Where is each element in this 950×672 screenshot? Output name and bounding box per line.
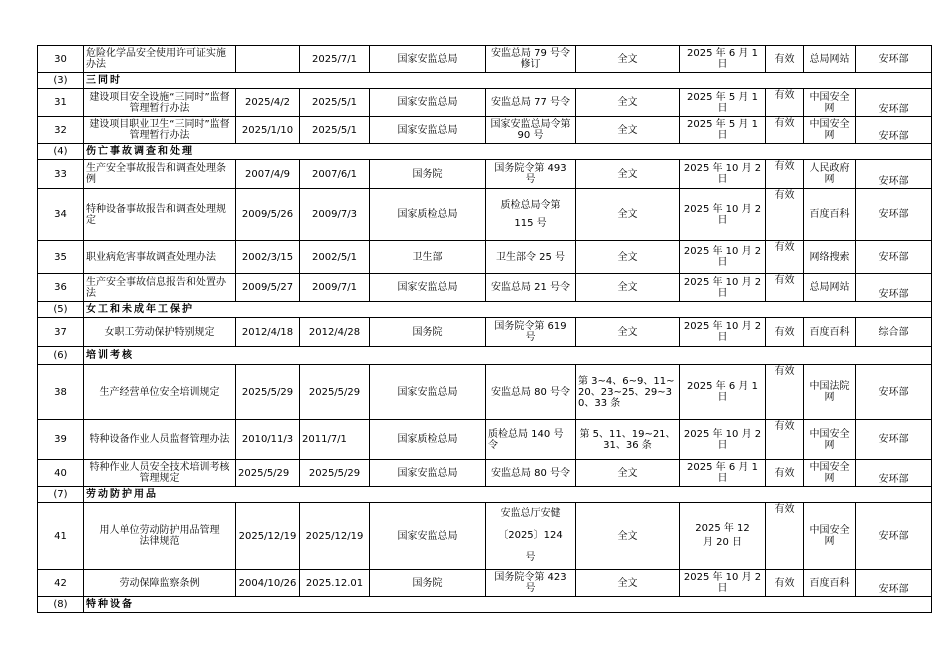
section-row [38, 144, 932, 160]
regulation-name: 女职工劳动保护特别规定 [84, 318, 236, 347]
department: 安环部 [856, 46, 932, 73]
document-number: 国务院令第 619 号 [486, 318, 576, 347]
effective-date: 2025/5/1 [300, 117, 370, 144]
document-number: 安监总局 80 号令 [486, 365, 576, 420]
validity-status: 有效 [766, 274, 804, 302]
applicable-scope: 全文 [576, 189, 680, 241]
applicable-scope: 第 3~4、6~9、11~20、23~25、29~30、33 条 [576, 365, 680, 420]
table-row [38, 420, 932, 460]
department: 安环部 [856, 117, 932, 144]
source: 中国安全网 [804, 117, 856, 144]
effective-date: 2025/7/1 [300, 46, 370, 73]
regulation-name: 用人单位劳动防护用品管理法律规范 [84, 503, 236, 570]
review-date: 2025 年 10 月 2 日 [680, 160, 766, 189]
row-number: 31 [38, 89, 84, 117]
section-row [38, 73, 932, 89]
issue-date: 2002/3/15 [236, 241, 300, 274]
row-number: 34 [38, 189, 84, 241]
source: 网络搜索 [804, 241, 856, 274]
issuing-authority: 国家安监总局 [370, 274, 486, 302]
issue-date: 2012/4/18 [236, 318, 300, 347]
regulation-name: 生产安全事故报告和调查处理条例 [84, 160, 236, 189]
department: 安环部 [856, 189, 932, 241]
applicable-scope: 全文 [576, 460, 680, 487]
issue-date: 2009/5/26 [236, 189, 300, 241]
department: 安环部 [856, 241, 932, 274]
section-row [38, 597, 932, 613]
table-row [38, 570, 932, 597]
review-date: 2025 年 6 月 1 日 [680, 46, 766, 73]
section-title: 女工和未成年工保护 [84, 302, 932, 318]
effective-date: 2025.12.01 [300, 570, 370, 597]
review-date: 2025 年 10 月 2 日 [680, 274, 766, 302]
regulations-table [37, 45, 932, 613]
row-number: 36 [38, 274, 84, 302]
row-number: 38 [38, 365, 84, 420]
effective-date: 2009/7/3 [300, 189, 370, 241]
issue-date: 2010/11/3 [236, 420, 300, 460]
table-row [38, 89, 932, 117]
document-number: 质检总局 140 号令 [486, 420, 576, 460]
validity-status: 有效 [766, 117, 804, 144]
document-number: 国务院令第 423 号 [486, 570, 576, 597]
section-title: 特种设备 [84, 597, 932, 613]
document-number: 安监总局 77 号令 [486, 89, 576, 117]
effective-date: 2025/5/29 [300, 365, 370, 420]
section-number: (6) [38, 347, 84, 365]
regulation-name: 特种设备作业人员监督管理办法 [84, 420, 236, 460]
table-row [38, 503, 932, 570]
table-row [38, 160, 932, 189]
effective-date: 2025/5/1 [300, 89, 370, 117]
applicable-scope: 全文 [576, 570, 680, 597]
source: 总局网站 [804, 46, 856, 73]
document-number: 质检总局令第 115 号 [486, 189, 576, 241]
applicable-scope: 第 5、11、19~21、31、36 条 [576, 420, 680, 460]
table-row [38, 365, 932, 420]
applicable-scope: 全文 [576, 318, 680, 347]
source: 中国安全网 [804, 420, 856, 460]
issuing-authority: 国家安监总局 [370, 503, 486, 570]
validity-status: 有效 [766, 160, 804, 189]
review-date: 2025 年 10 月 2 日 [680, 241, 766, 274]
source: 中国安全网 [804, 89, 856, 117]
table-row [38, 46, 932, 73]
section-title: 培训考核 [84, 347, 932, 365]
applicable-scope: 全文 [576, 241, 680, 274]
issuing-authority: 国家安监总局 [370, 46, 486, 73]
regulation-name: 危险化学品安全使用许可证实施办法 [84, 46, 236, 73]
row-number: 39 [38, 420, 84, 460]
issue-date: 2025/5/29 [236, 365, 300, 420]
review-date: 2025 年 5 月 1 日 [680, 89, 766, 117]
section-title: 伤亡事故调查和处理 [84, 144, 932, 160]
validity-status: 有效 [766, 318, 804, 347]
applicable-scope: 全文 [576, 160, 680, 189]
review-date: 2025 年 6 月 1 日 [680, 460, 766, 487]
document-number: 安监总局 79 号令修订 [486, 46, 576, 73]
review-date: 2025 年 10 月 2 日 [680, 318, 766, 347]
validity-status: 有效 [766, 189, 804, 241]
source: 中国安全网 [804, 460, 856, 487]
validity-status: 有效 [766, 503, 804, 570]
table-row [38, 241, 932, 274]
issuing-authority: 国家安监总局 [370, 117, 486, 144]
regulation-name: 建设项目安全设施“三同时”监督管理暂行办法 [84, 89, 236, 117]
table-row [38, 274, 932, 302]
row-number: 32 [38, 117, 84, 144]
source: 中国安全网 [804, 503, 856, 570]
review-date: 2025 年 10 月 2 日 [680, 189, 766, 241]
department: 安环部 [856, 570, 932, 597]
issuing-authority: 国务院 [370, 318, 486, 347]
section-number: (4) [38, 144, 84, 160]
issuing-authority: 国务院 [370, 160, 486, 189]
section-row [38, 347, 932, 365]
issue-date: 2025/12/19 [236, 503, 300, 570]
row-number: 42 [38, 570, 84, 597]
effective-date: 2009/7/1 [300, 274, 370, 302]
table-row [38, 117, 932, 144]
applicable-scope: 全文 [576, 46, 680, 73]
effective-date: 2002/5/1 [300, 241, 370, 274]
validity-status: 有效 [766, 241, 804, 274]
applicable-scope: 全文 [576, 503, 680, 570]
validity-status: 有效 [766, 570, 804, 597]
applicable-scope: 全文 [576, 117, 680, 144]
effective-date: 2025/5/29 [300, 460, 370, 487]
section-row [38, 302, 932, 318]
issue-date: 2025/4/2 [236, 89, 300, 117]
source: 总局网站 [804, 274, 856, 302]
section-number: (7) [38, 487, 84, 503]
review-date: 2025 年 10 月 2 日 [680, 570, 766, 597]
department: 综合部 [856, 318, 932, 347]
department: 安环部 [856, 160, 932, 189]
department: 安环部 [856, 460, 932, 487]
validity-status: 有效 [766, 460, 804, 487]
regulation-name: 特种作业人员安全技术培训考核管理规定 [84, 460, 236, 487]
section-number: (3) [38, 73, 84, 89]
regulation-name: 职业病危害事故调查处理办法 [84, 241, 236, 274]
section-number: (5) [38, 302, 84, 318]
document-number: 国家安监总局令第 90 号 [486, 117, 576, 144]
document-number: 国务院令第 493 号 [486, 160, 576, 189]
source: 百度百科 [804, 318, 856, 347]
regulation-name: 生产安全事故信息报告和处置办法 [84, 274, 236, 302]
effective-date: 2011/7/1 [300, 420, 370, 460]
department: 安环部 [856, 274, 932, 302]
validity-status: 有效 [766, 365, 804, 420]
table-row [38, 189, 932, 241]
effective-date: 2025/12/19 [300, 503, 370, 570]
issuing-authority: 国家安监总局 [370, 460, 486, 487]
review-date: 2025 年 6 月 1 日 [680, 365, 766, 420]
issue-date: 2025/5/29 [236, 460, 300, 487]
table-row [38, 318, 932, 347]
row-number: 35 [38, 241, 84, 274]
document-number: 安监总局 80 号令 [486, 460, 576, 487]
department: 安环部 [856, 89, 932, 117]
table-row [38, 460, 932, 487]
review-date: 2025 年 10 月 2 日 [680, 420, 766, 460]
applicable-scope: 全文 [576, 274, 680, 302]
validity-status: 有效 [766, 420, 804, 460]
source: 百度百科 [804, 570, 856, 597]
department: 安环部 [856, 503, 932, 570]
effective-date: 2012/4/28 [300, 318, 370, 347]
issue-date [236, 46, 300, 73]
applicable-scope: 全文 [576, 89, 680, 117]
source: 人民政府网 [804, 160, 856, 189]
document-number: 卫生部令 25 号 [486, 241, 576, 274]
regulation-name: 特种设备事故报告和调查处理规定 [84, 189, 236, 241]
row-number: 40 [38, 460, 84, 487]
issuing-authority: 国家安监总局 [370, 89, 486, 117]
department: 安环部 [856, 420, 932, 460]
issuing-authority: 国家质检总局 [370, 420, 486, 460]
issuing-authority: 国家安监总局 [370, 365, 486, 420]
section-title: 三同时 [84, 73, 932, 89]
regulation-name: 建设项目职业卫生“三同时”监督管理暂行办法 [84, 117, 236, 144]
issuing-authority: 国家质检总局 [370, 189, 486, 241]
validity-status: 有效 [766, 89, 804, 117]
section-row [38, 487, 932, 503]
document-number: 安监总厅安健〔2025〕124 号 [486, 503, 576, 570]
issuing-authority: 卫生部 [370, 241, 486, 274]
review-date: 2025 年 12 月 20 日 [680, 503, 766, 570]
source: 百度百科 [804, 189, 856, 241]
issue-date: 2025/1/10 [236, 117, 300, 144]
document-number: 安监总局 21 号令 [486, 274, 576, 302]
department: 安环部 [856, 365, 932, 420]
row-number: 41 [38, 503, 84, 570]
issue-date: 2007/4/9 [236, 160, 300, 189]
issuing-authority: 国务院 [370, 570, 486, 597]
regulation-name: 劳动保障监察条例 [84, 570, 236, 597]
review-date: 2025 年 5 月 1 日 [680, 117, 766, 144]
row-number: 30 [38, 46, 84, 73]
issue-date: 2009/5/27 [236, 274, 300, 302]
section-number: (8) [38, 597, 84, 613]
validity-status: 有效 [766, 46, 804, 73]
issue-date: 2004/10/26 [236, 570, 300, 597]
row-number: 33 [38, 160, 84, 189]
section-title: 劳动防护用品 [84, 487, 932, 503]
regulation-name: 生产经营单位安全培训规定 [84, 365, 236, 420]
effective-date: 2007/6/1 [300, 160, 370, 189]
row-number: 37 [38, 318, 84, 347]
source: 中国法院网 [804, 365, 856, 420]
